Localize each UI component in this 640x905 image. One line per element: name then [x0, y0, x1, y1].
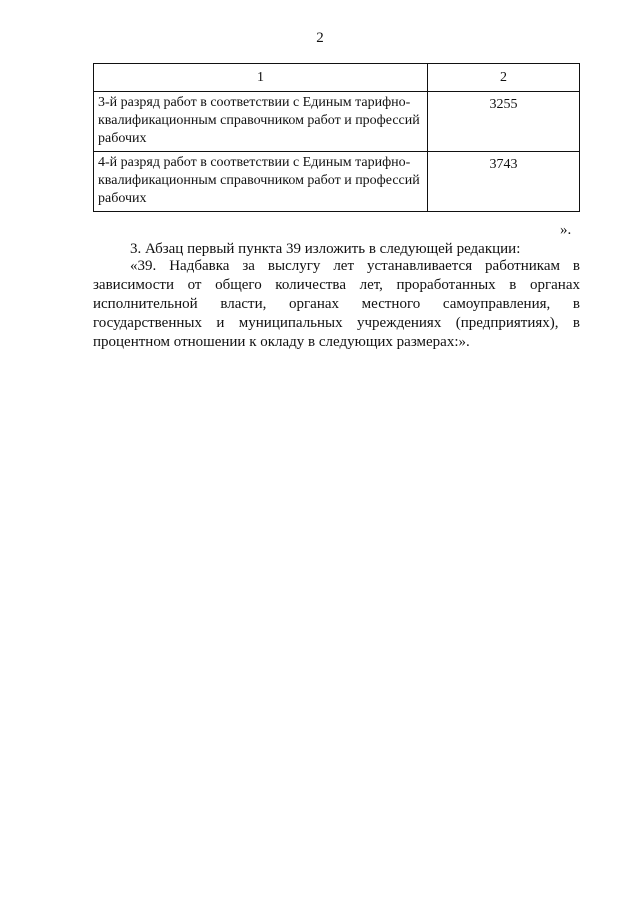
- closing-quote: ».: [560, 222, 572, 238]
- table-cell-value: 3255: [428, 92, 580, 152]
- table-row: [94, 92, 580, 152]
- table-header-cell: 1: [94, 64, 428, 92]
- table-header-cell: 2: [428, 64, 580, 92]
- table-cell-value: 3743: [428, 152, 580, 212]
- page-number: 2: [316, 30, 324, 46]
- table-cell-description: 3-й разряд работ в соответствии с Единым тарифно-квалификационным справочником работ и профессий рабочих: [94, 92, 428, 152]
- table-row: [94, 152, 580, 212]
- table-cell-description: 4-й разряд работ в соответствии с Единым тарифно-квалификационным справочником работ и профессий рабочих: [94, 152, 428, 212]
- paragraph-item-39: «39. Надбавка за выслугу лет устанавливается работникам в зависимости от общего количества лет, проработанных в органах исполнительной власти, органах местного самоуправления, в государственных и муниципальных учреждениях (предприятиях), в процентном отношении к окладу в следующих размерах:».: [93, 258, 580, 350]
- salary-table: [93, 63, 580, 212]
- paragraph-item-3: 3. Абзац первый пункта 39 изложить в следующей редакции:: [130, 241, 521, 257]
- table-header-row: [94, 64, 580, 92]
